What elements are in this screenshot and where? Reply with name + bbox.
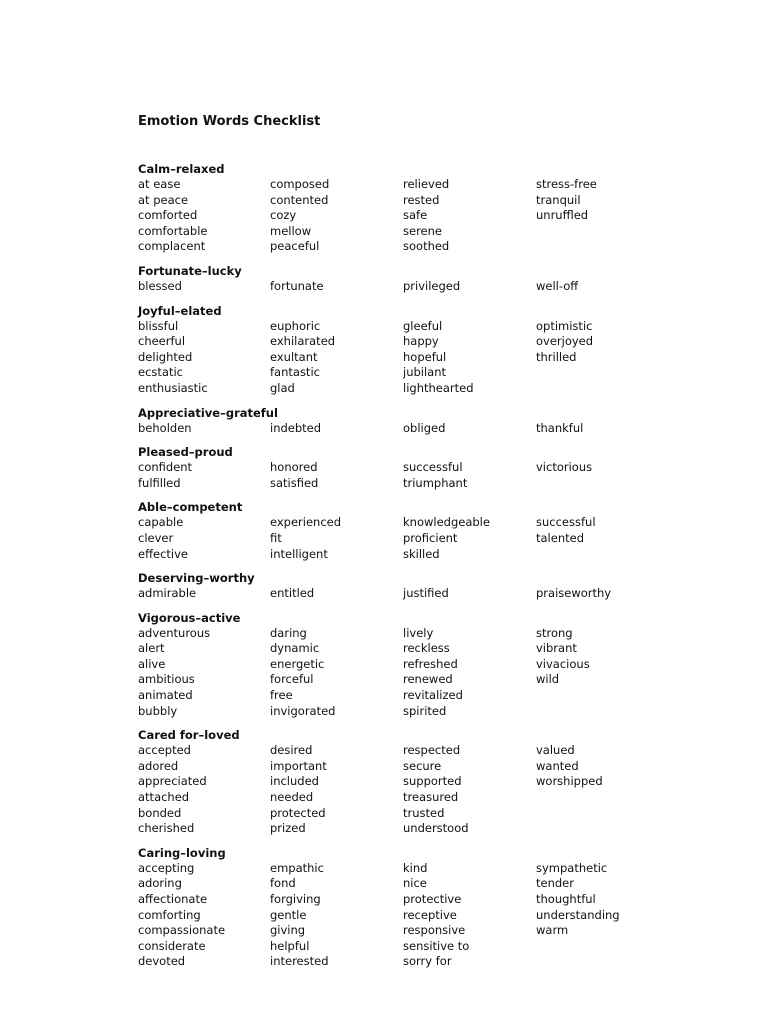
emotion-word: safe <box>403 208 428 223</box>
emotion-word: peaceful <box>270 239 320 254</box>
emotion-word: kind <box>403 860 428 875</box>
emotion-word: appreciated <box>138 774 207 789</box>
emotion-section <box>138 727 758 837</box>
emotion-word <box>536 688 668 704</box>
emotion-word: cheerful <box>138 334 186 349</box>
emotion-word: energetic <box>270 656 325 671</box>
word-grid <box>138 421 758 437</box>
emotion-word: skilled <box>403 546 440 561</box>
emotion-word: blessed <box>138 278 182 293</box>
emotion-word: giving <box>270 923 306 938</box>
emotion-word: revitalized <box>403 688 463 703</box>
emotion-word: receptive <box>403 907 457 922</box>
emotion-word: protective <box>403 892 462 906</box>
emotion-word: experienced <box>270 515 342 530</box>
emotion-word: satisfied <box>270 475 319 490</box>
emotion-word: adored <box>138 758 179 773</box>
emotion-word: dynamic <box>270 641 320 656</box>
emotion-word: clever <box>138 530 174 545</box>
section-heading: Fortunate–lucky <box>138 263 242 278</box>
emotion-word: understood <box>403 821 469 836</box>
emotion-word <box>536 939 668 955</box>
emotion-word: bonded <box>138 805 182 820</box>
emotion-word: sensitive to <box>403 938 470 953</box>
emotion-word: desired <box>270 743 313 758</box>
emotion-word: justified <box>403 586 449 601</box>
emotion-word: cozy <box>270 208 297 223</box>
emotion-word: adventurous <box>138 625 211 640</box>
word-grid <box>138 515 758 562</box>
emotion-word: fit <box>270 530 282 545</box>
emotion-word: comforted <box>138 208 198 223</box>
section-heading: Appreciative–grateful <box>138 405 278 420</box>
emotion-word <box>536 381 668 397</box>
emotion-word: serene <box>403 223 442 238</box>
emotion-word: warm <box>536 923 569 938</box>
emotion-word: wild <box>536 672 560 687</box>
emotion-word: fortunate <box>270 278 324 293</box>
emotion-word: affectionate <box>138 892 208 906</box>
emotion-word: triumphant <box>403 475 468 490</box>
emotion-word: included <box>270 774 319 789</box>
emotion-word: honored <box>270 460 318 475</box>
emotion-word <box>536 239 668 255</box>
emotion-word: adoring <box>138 876 182 891</box>
emotion-word: needed <box>270 790 314 805</box>
emotion-word: well-off <box>536 278 579 293</box>
emotion-word: privileged <box>403 278 461 293</box>
emotion-word: intelligent <box>270 546 328 561</box>
emotion-word: victorious <box>536 460 593 475</box>
emotion-word: happy <box>403 334 439 349</box>
emotion-word: exhilarated <box>270 334 336 349</box>
emotion-section <box>138 303 758 397</box>
word-grid <box>138 743 758 837</box>
word-grid <box>138 319 758 397</box>
emotion-word: free <box>270 688 293 703</box>
emotion-word: prized <box>270 821 306 836</box>
emotion-section <box>138 845 758 970</box>
emotion-word: talented <box>536 530 584 545</box>
emotion-word: relieved <box>403 177 450 191</box>
emotion-word: at ease <box>138 177 181 191</box>
emotion-word <box>536 224 668 240</box>
section-heading: Joyful–elated <box>138 303 222 318</box>
emotion-word: fulfilled <box>138 475 181 490</box>
emotion-word: reckless <box>403 641 450 656</box>
emotion-word: strong <box>536 625 573 640</box>
word-grid <box>138 177 758 255</box>
emotion-word: gentle <box>270 907 307 922</box>
emotion-word: proficient <box>403 530 458 545</box>
sections-container <box>138 161 758 970</box>
word-grid <box>138 626 758 720</box>
word-grid <box>138 460 758 491</box>
emotion-word: complacent <box>138 239 206 254</box>
emotion-word <box>536 476 668 492</box>
emotion-word: sorry for <box>403 954 452 969</box>
emotion-word: mellow <box>270 223 312 238</box>
emotion-word: thankful <box>536 420 584 435</box>
emotion-word: praiseworthy <box>536 586 612 601</box>
emotion-word: understanding <box>536 907 620 922</box>
emotion-word: soothed <box>403 239 450 254</box>
emotion-word: ecstatic <box>138 365 183 380</box>
emotion-word: forceful <box>270 672 314 687</box>
emotion-word: tranquil <box>536 192 581 207</box>
emotion-word: capable <box>138 515 184 530</box>
emotion-word: blissful <box>138 318 179 333</box>
emotion-word <box>536 365 668 381</box>
emotion-word: unruffled <box>536 208 589 223</box>
emotion-word: enthusiastic <box>138 380 208 395</box>
emotion-word: delighted <box>138 349 193 364</box>
emotion-word: fond <box>270 876 296 891</box>
emotion-word: helpful <box>270 938 310 953</box>
emotion-word: thoughtful <box>536 892 596 906</box>
emotion-word: successful <box>403 460 463 475</box>
emotion-word: supported <box>403 774 462 789</box>
word-grid <box>138 279 758 295</box>
emotion-word: tender <box>536 876 574 891</box>
emotion-word: trusted <box>403 805 445 820</box>
emotion-word: entitled <box>270 586 315 601</box>
section-heading: Cared for–loved <box>138 728 240 743</box>
emotion-word: comfortable <box>138 223 208 238</box>
emotion-word: treasured <box>403 790 459 805</box>
emotion-word: lighthearted <box>403 380 474 395</box>
emotion-section <box>138 444 758 491</box>
emotion-word: exultant <box>270 349 318 364</box>
section-heading: Calm–relaxed <box>138 162 225 176</box>
emotion-word: devoted <box>138 954 186 969</box>
emotion-word: gleeful <box>403 318 443 333</box>
document-page <box>138 112 758 978</box>
emotion-word: comforting <box>138 907 201 922</box>
section-heading: Able–competent <box>138 500 243 515</box>
emotion-word: alive <box>138 656 166 671</box>
emotion-word: considerate <box>138 938 206 953</box>
emotion-word: animated <box>138 688 193 703</box>
emotion-word: vibrant <box>536 641 577 656</box>
section-heading: Pleased–proud <box>138 445 233 460</box>
emotion-section <box>138 161 758 255</box>
emotion-word: invigorated <box>270 703 336 718</box>
emotion-word: successful <box>536 515 596 530</box>
emotion-word <box>536 821 668 837</box>
emotion-word: optimistic <box>536 318 593 333</box>
section-heading: Vigorous–active <box>138 610 241 625</box>
emotion-word: daring <box>270 625 307 640</box>
emotion-word: obliged <box>403 420 446 435</box>
emotion-word: contented <box>270 192 329 207</box>
emotion-word: rested <box>403 192 440 207</box>
emotion-word: fantastic <box>270 365 320 380</box>
emotion-word: glad <box>270 380 295 395</box>
emotion-word: ambitious <box>138 672 195 687</box>
emotion-word: secure <box>403 758 442 773</box>
emotion-word: forgiving <box>270 892 321 906</box>
emotion-word: alert <box>138 641 165 656</box>
emotion-word: worshipped <box>536 774 603 789</box>
emotion-word <box>536 806 668 822</box>
emotion-word <box>536 547 668 563</box>
emotion-word: important <box>270 758 327 773</box>
emotion-section <box>138 499 758 562</box>
emotion-word: bubbly <box>138 703 178 718</box>
emotion-word: composed <box>270 177 330 191</box>
section-heading: Deserving–worthy <box>138 571 255 586</box>
emotion-word: thrilled <box>536 349 577 364</box>
emotion-word: admirable <box>138 586 197 601</box>
emotion-word: lively <box>403 625 434 640</box>
emotion-word: beholden <box>138 420 192 435</box>
emotion-word: empathic <box>270 860 324 875</box>
emotion-word <box>536 790 668 806</box>
page-title: Emotion Words Checklist <box>138 114 321 129</box>
section-heading: Caring–loving <box>138 845 226 860</box>
emotion-section <box>138 263 758 295</box>
emotion-word: renewed <box>403 672 453 687</box>
emotion-word: nice <box>403 876 427 891</box>
emotion-word <box>536 704 668 720</box>
emotion-section <box>138 610 758 720</box>
emotion-word: confident <box>138 460 193 475</box>
emotion-word: indebted <box>270 420 322 435</box>
emotion-word: at peace <box>138 192 189 207</box>
word-grid <box>138 586 758 602</box>
emotion-section <box>138 570 758 602</box>
emotion-word: sympathetic <box>536 860 608 875</box>
emotion-word: vivacious <box>536 656 590 671</box>
emotion-word: hopeful <box>403 349 447 364</box>
emotion-word: attached <box>138 790 190 805</box>
emotion-word: spirited <box>403 703 447 718</box>
emotion-word: knowledgeable <box>403 515 490 530</box>
emotion-word: refreshed <box>403 656 458 671</box>
emotion-word: euphoric <box>270 318 321 333</box>
emotion-word: compassionate <box>138 923 226 938</box>
emotion-word: interested <box>270 954 329 969</box>
emotion-word: effective <box>138 546 188 561</box>
emotion-word: accepted <box>138 743 191 758</box>
emotion-word: jubilant <box>403 365 447 380</box>
emotion-word: wanted <box>536 758 579 773</box>
emotion-word: valued <box>536 743 575 758</box>
emotion-word: responsive <box>403 923 466 938</box>
emotion-word: cherished <box>138 821 195 836</box>
emotion-word: accepting <box>138 860 195 875</box>
emotion-section <box>138 405 758 437</box>
emotion-word: overjoyed <box>536 334 594 349</box>
emotion-word <box>536 954 668 970</box>
emotion-word: stress-free <box>536 177 597 191</box>
word-grid <box>138 861 758 970</box>
emotion-word: protected <box>270 805 326 820</box>
emotion-word: respected <box>403 743 461 758</box>
